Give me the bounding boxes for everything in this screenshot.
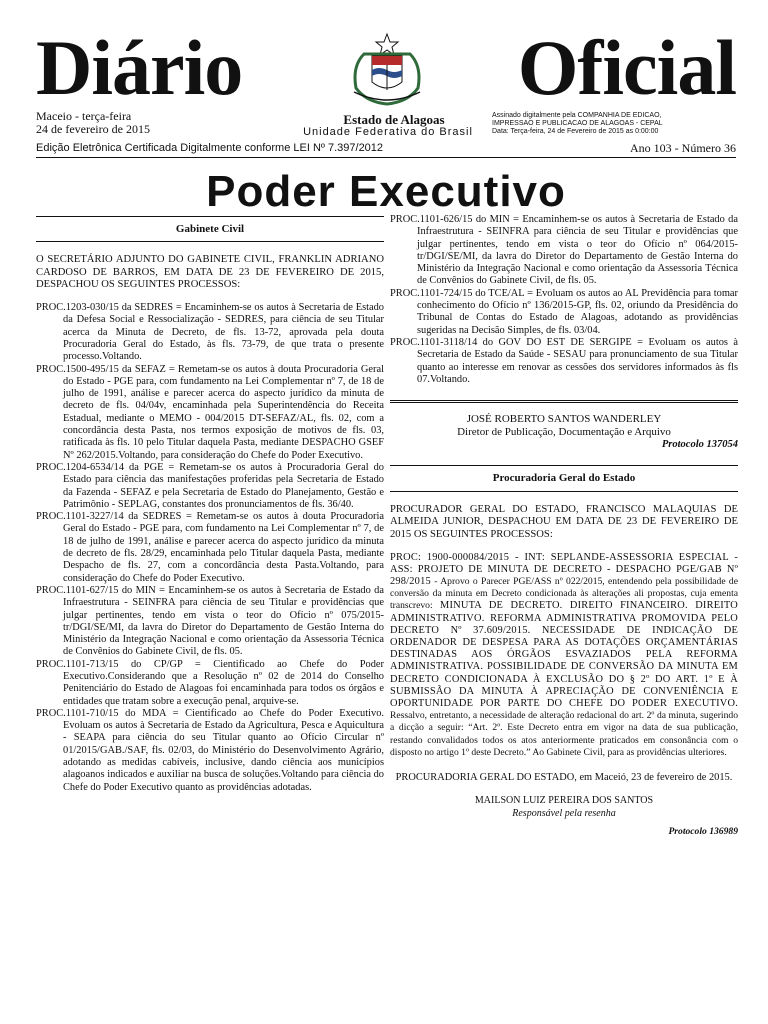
masthead-state: Estado de Alagoas bbox=[343, 112, 445, 127]
signature-line-3: Data: Terça-feira, 24 de Fevereiro de 2015 as 0:00:00 bbox=[492, 128, 659, 135]
proc-item: PROC.1101-3227/14 da SEDRES = Remetam-se os autos à douta Procuradoria Geral do Estado - PGE para, com fundamento na Lei Complementar nº 7, de 18 de julho de 1991, análise e parecer acerca do aspecto jurídico da minuta de decreto de fls. 28/29, encaminhada pelo Titular daquela Pasta, mediante Despacho de fls. 27, com a concordância desta Pasta.Voltando, para consideração do Chefe do Poder Executivo. bbox=[36, 511, 384, 584]
masthead-title-left: Diário bbox=[36, 24, 243, 111]
pge-ementa: MINUTA DE DECRETO. DIREITO FINANCEIRO. DIREITO ADMINISTRATIVO. REFORMA ADMINISTRATIVA PROMOVIDA PELO DECRETO Nº 37.609/2015. NECESSIDADE DE INDICAÇÃO DE ORDENADOR DE DESPESA PARA AS DOTAÇÕES ORÇAMENTÁRIAS DESTINADAS AOS ÓRGÃOS ESVAZIADOS PELA REFORMA ADMINISTRATIVA. POSSIBILIDADE DE CONVERSÃO DA MINUTA EM DECRETO CONDICIONADA À EXCLUSÃO DO § 2º DO ART. 1º E À SUBMISSÃO DA MINUTA À APRECIAÇÃO DE CONVENIÊNCIA E OPORTUNIDADE POR PARTE DO CHEFE DO PODER EXECUTIVO. bbox=[390, 600, 738, 709]
proc-item: PROC.1101-3118/14 do GOV DO EST DE SERGIPE = Evoluam os autos à Secretaria de Estado da Saúde - SESAU para pronunciamento de sua Titular quanto ao interesse em renovar as cessões dos servidores informados às fls 07.Voltando. bbox=[390, 336, 738, 385]
edition-bar bbox=[36, 142, 736, 158]
proc-item: PROC.1204-6534/14 da PGE = Remetam-se os autos à Procuradoria Geral do Estado para ciência das manifestações proferidas pela Secretaria de Estado da Fazenda - SEFAZ e pela Secretaria de Estado do Planejamento, Gestão e Patrimônio - SEPLAG, constantes dos pronunciamentos de fls. 36/40. bbox=[36, 461, 384, 510]
pge-heading: Procuradoria Geral do Estado bbox=[390, 465, 738, 491]
signer2-role: Responsável pela resenha bbox=[512, 807, 616, 819]
alagoas-coat-of-arms-icon bbox=[342, 32, 432, 106]
proc-item: PROC.1500-495/15 da SEFAZ = Remetam-se os autos à douta Procuradoria Geral do Estado - PGE para, com fundamento na Lei Complementar nº 7, de 18 de julho de 1991, análise e parecer acerca do aspecto jurídico da minuta de decreto de fls. 04/04v, encaminhada pela Superintendência do Receita Estadual, mediante o MEMO - 004/2015 DT-SEFAZ/AL, fls. 02, com a concordância desta Pasta, nos termos exposição de motivos de fls. 03, ratificada às fls. 10 pelo Titular daquela Pasta, mediante DESPACHO GSEF Nº 262/2015.Voltando, para consideração do Chefe do Poder Executivo. bbox=[36, 363, 384, 461]
signature-line-1: Assinado digitalmente pela COMPANHIA DE EDICAO, bbox=[492, 112, 662, 119]
pge-process-text bbox=[390, 552, 738, 759]
pge-closing: PROCURADORIA GERAL DO ESTADO, em Maceió, 23 de fevereiro de 2015. bbox=[395, 771, 733, 783]
pge-proc-header: PROC: 1900-000084/2015 - INT: SEPLANDE-ASSESSORIA ESPECIAL - ASS: PROJETO DE MINUTA DE DECRETO - DESPACHO PGE/GAB Nº 298/2015 bbox=[390, 551, 738, 587]
masthead-title-right: Oficial bbox=[517, 24, 736, 111]
dateline bbox=[36, 110, 150, 136]
dateline-date: 24 de fevereiro de 2015 bbox=[36, 122, 150, 136]
section-title: Poder Executivo bbox=[206, 167, 566, 216]
dateline-city-day: Maceio - terça-feira bbox=[36, 109, 132, 123]
protocol-number: Protocolo 137054 bbox=[661, 439, 738, 451]
edition-number: Ano 103 - Número 36 bbox=[630, 141, 736, 155]
pge-intro: PROCURADOR GERAL DO ESTADO, FRANCISCO MALAQUIAS DE ALMEIDA JUNIOR, DESPACHOU EM DATA DE 23 DE FEVEREIRO DE 2015 OS SEGUINTES PROCESSOS: bbox=[390, 503, 738, 540]
pge-proc-tail: Ressalvo, entretanto, a necessidade de alteração redacional do art. 2º da minuta, sugerindo a dicção a seguir: “Art. 2º. Este Decreto entra em vigor na data de sua publicação, restando convalidados todos os atos anteriormente praticados em consonância com o disposto no artigo 1º deste Decreto.” Ao Gabinete Civil, para as providências ulteriores. bbox=[390, 710, 738, 758]
proc-item: PROC.1101-710/15 do MDA = Cientificado ao Chefe do Poder Executivo. Evoluam os autos à Secretaria de Estado da Agricultura, Pesca e Aquicultura - SEAPA para ciência do seu Titular quanto ao Ofício Circular nº 01/2015/GAB./SAF, fls. 02/03, do Ministério do Desenvolvimento Agrário, adotando as medidas cabíveis, inclusive, dando ciência aos municípios alagoanos indicados e auxiliar na busca de soluções.Voltando para ciência do Chefe do Poder Executivo quanto as providências adotadas. bbox=[36, 707, 384, 793]
digital-signature-note bbox=[492, 112, 742, 136]
edition-certification: Edição Eletrônica Certificada Digitalmente conforme LEI Nº 7.397/2012 bbox=[36, 142, 384, 154]
gabinete-civil-heading: Gabinete Civil bbox=[36, 216, 384, 242]
signer-name: JOSÉ ROBERTO SANTOS WANDERLEY bbox=[466, 413, 662, 426]
masthead-unit: Unidade Federativa do Brasil bbox=[303, 126, 473, 138]
proc-item: PROC.1101-626/15 do MIN = Encaminhem-se os autos à Secretaria de Estado da Infraestrutura - SEINFRA para ciência de seu Titular e providências que julgar pertinentes, tendo em vista o teor do Ofício nº 064/2015-tr/DGI/SE/MI, da lavra do Diretor do Departamento de Gestão Interna do Ministério da Integração Nacional e como orientação da Assessoria Técnica de Convênios do Gabinete Civil, de fls. 05. bbox=[390, 214, 738, 287]
signature-line-2: IMPRESSAO E PUBLICACAO DE ALAGOAS - CEPAL bbox=[492, 120, 663, 127]
signer2-name: MAILSON LUIZ PEREIRA DOS SANTOS bbox=[474, 794, 654, 806]
gabinete-intro: O SECRETÁRIO ADJUNTO DO GABINETE CIVIL, FRANKLIN ADRIANO CARDOSO DE BARROS, EM DATA DE 23 DE FEVEREIRO DE 2015, DESPACHOU OS SEGUINTES PROCESSOS: bbox=[36, 254, 384, 291]
left-column bbox=[36, 216, 384, 794]
pge-proc-approval: - Aprovo o Parecer PGE/ASS nº 022/2015, entendendo pela possibilidade de conversão da minuta em Decreto condicionada às alterações ali propostas, cuja ementa transcrevo: bbox=[390, 575, 738, 612]
signer-role: Diretor de Publicação, Documentação e Arquivo bbox=[457, 426, 671, 439]
right-column bbox=[390, 214, 738, 838]
proc-item: PROC.1101-627/15 do MIN = Encaminhem-se os autos à Secretaria de Estado da Infraestrutura - SEINFRA para ciência de seu Titular e providências que julgar pertinentes, tendo em vista o teor do Ofício nº 075/2015-tr/DGI/SE/MI, da lavra do Diretor do Departamento de Gestão Interna do Ministério da Integração Nacional e como orientação da Assessoria Técnica de Convênios do Gabinete Civil, de fls. 05. bbox=[36, 584, 384, 658]
proc-item: PROC.1101-724/15 do TCE/AL = Evoluam os autos ao AL Previdência para tomar conhecimento do Ofício nº 136/2015-GP, fls. 02, oriundo da Presidência do Tribunal de Contas do Estado de Alagoas, adotando as providências sugeridas na Decisão Simples, de fls. 03/04. bbox=[390, 287, 738, 336]
section-divider bbox=[390, 400, 738, 403]
protocol-number-2: Protocolo 136989 bbox=[668, 825, 738, 837]
proc-item: PROC.1203-030/15 da SEDRES = Encaminhem-se os autos à Secretaria de Estado da Defesa Social e Ressocialização - SEDRES, para ciência de seu Titular acerca da Minuta de Decreto, de fls. 13-72, aprovada pela douta Procuradoria Geral do Estado, às fls. 73-79, de que trata o presente processo.Voltando. bbox=[36, 302, 384, 363]
proc-item: PROC.1101-713/15 do CP/GP = Cientificado ao Chefe do Poder Executivo.Considerando que a Resolução nº 02 de 2014 do Conselho Penitenciário do Estado de Alagoas foi encaminhada para todos os órgãos e entidades que tratam sobre a execução penal, arquive-se. bbox=[36, 658, 384, 707]
